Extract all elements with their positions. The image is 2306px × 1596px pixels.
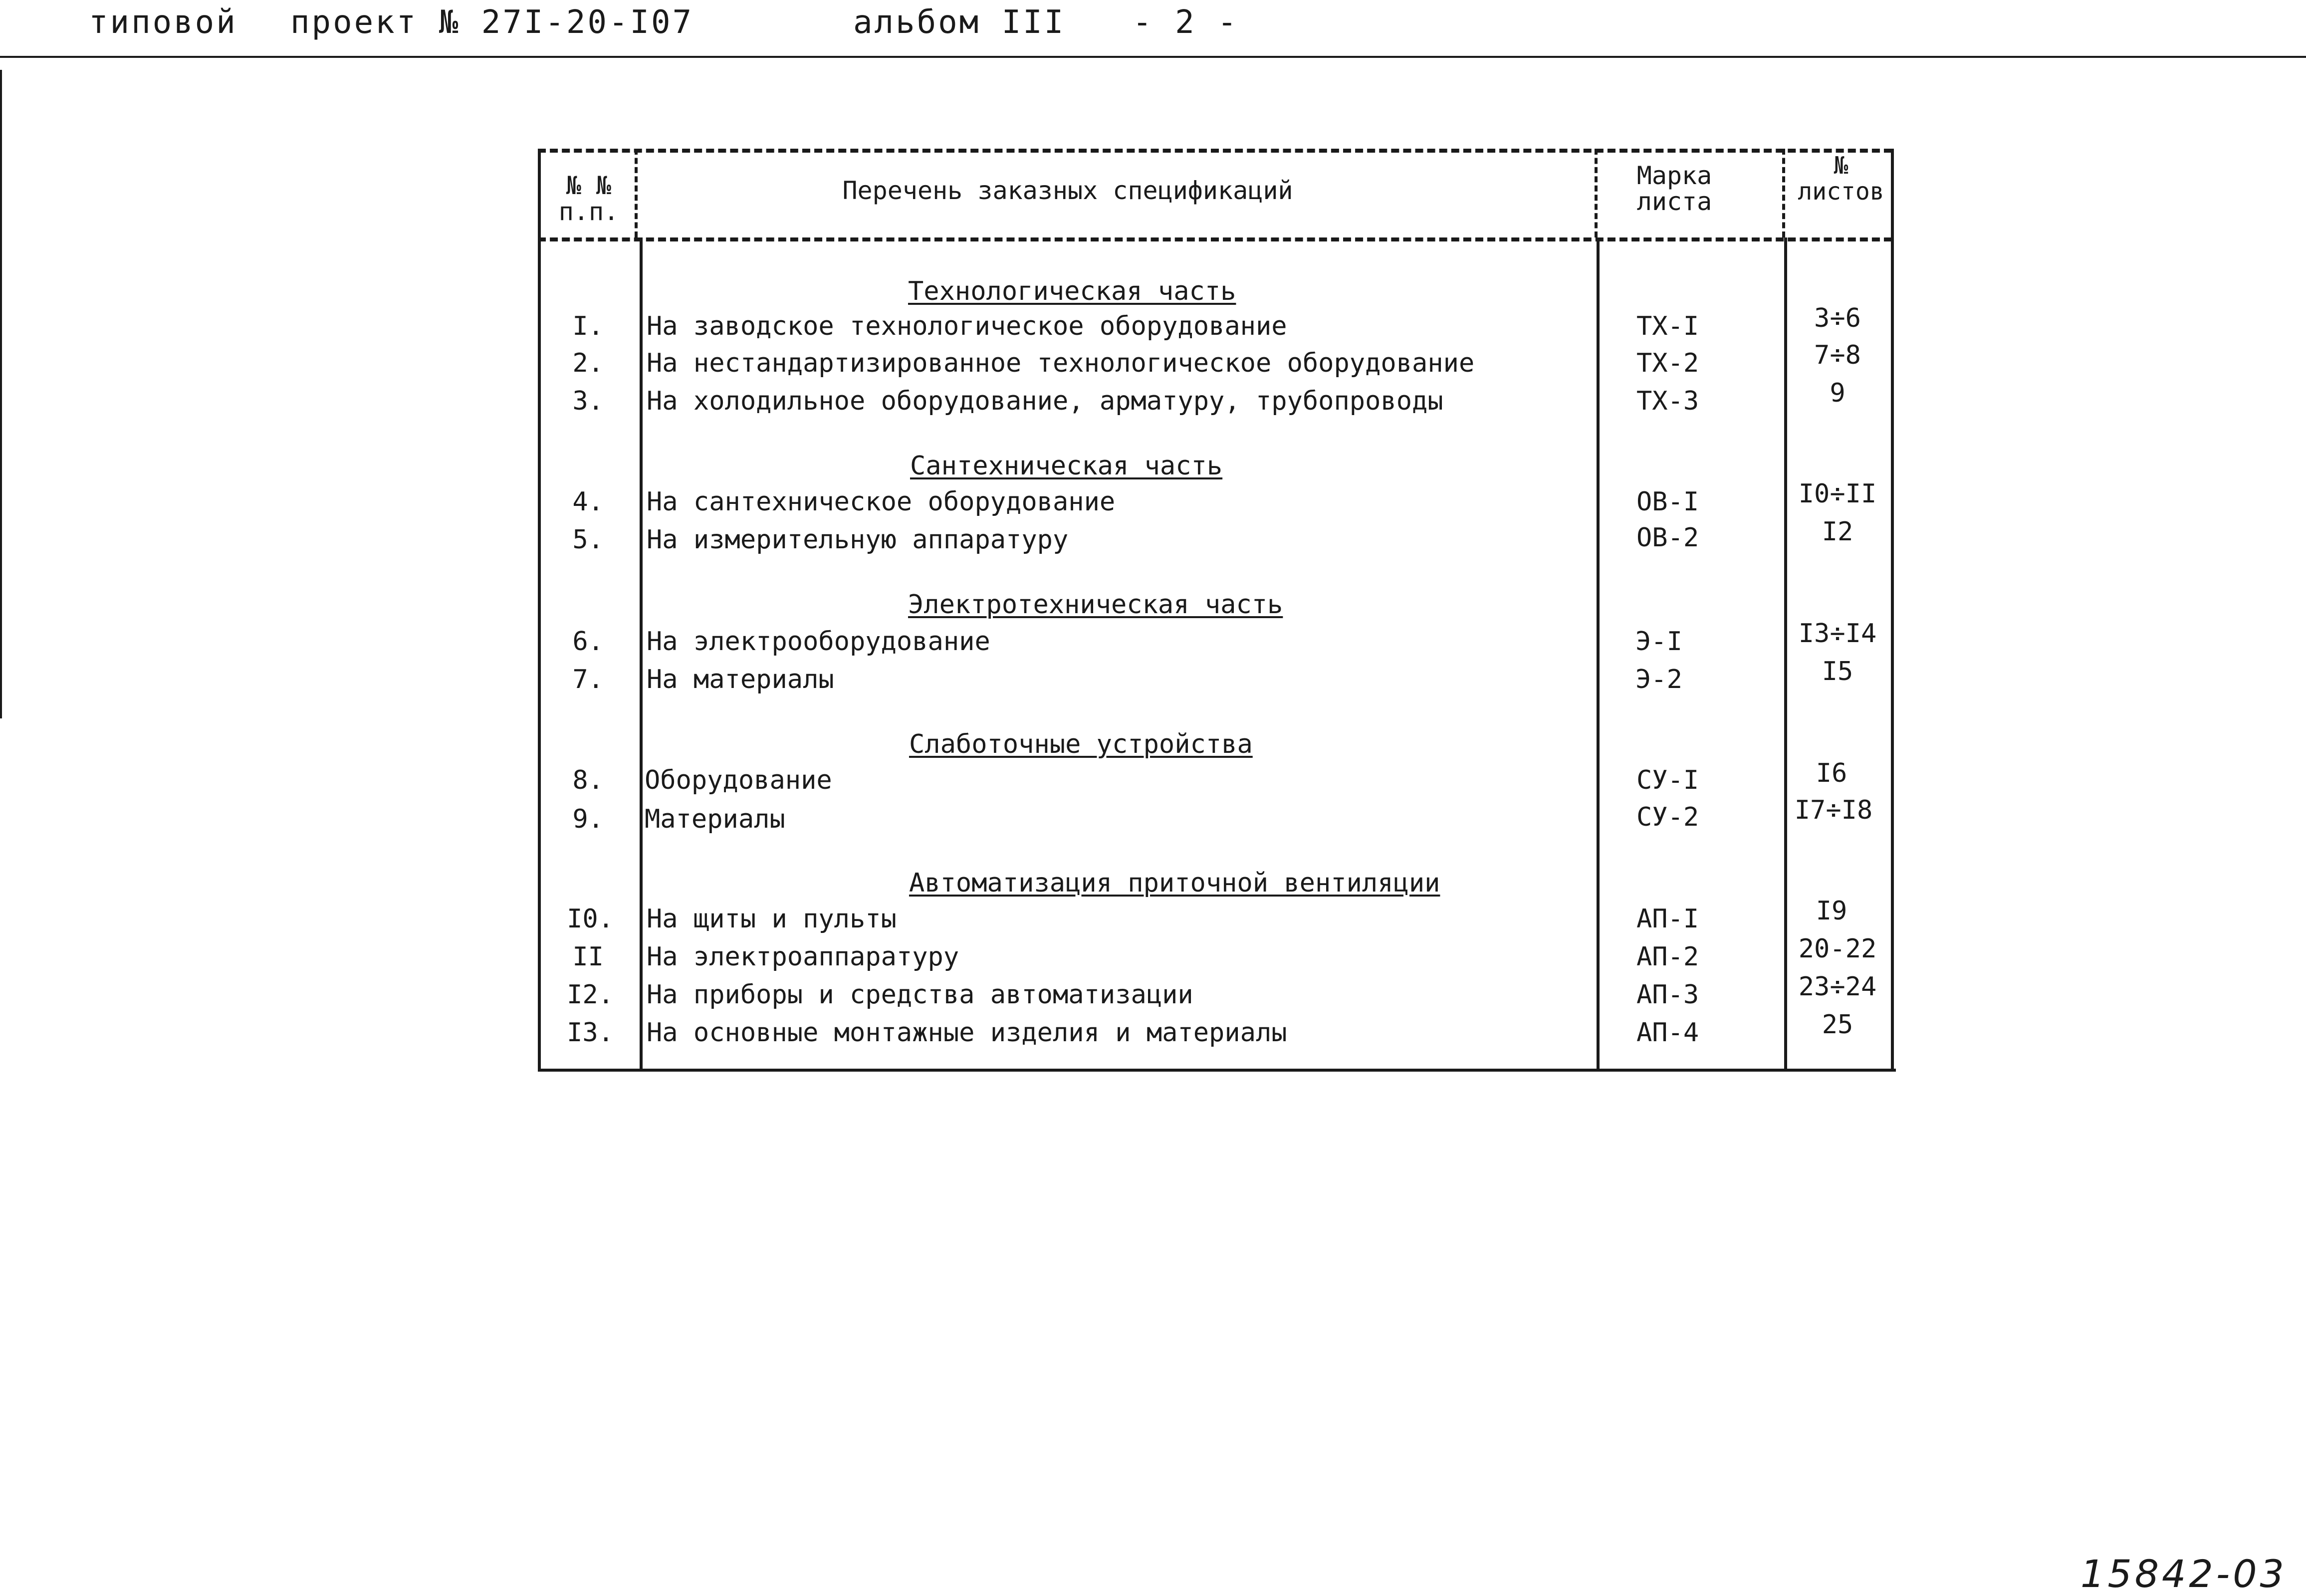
document-code: 15842-03 — [2080, 1552, 2287, 1596]
row-sheets: 9 — [1830, 378, 1845, 408]
table-header-divider — [538, 237, 1892, 241]
row-name: На материалы — [647, 665, 834, 694]
row-num: II — [572, 942, 604, 972]
header-rule — [0, 56, 2306, 58]
table-top-border — [538, 149, 1892, 153]
row-name: На приборы и средства автоматизации — [647, 980, 1193, 1010]
row-mark: АП-I — [1636, 904, 1699, 934]
row-name: На нестандартизированное технологическое оборудование — [647, 348, 1475, 378]
section-title-automation: Автоматизация приточной вентиляции — [909, 868, 1440, 898]
table-bottom-border — [538, 1069, 1896, 1072]
row-mark: СУ-I — [1636, 765, 1699, 795]
row-num: 7. — [572, 665, 604, 694]
row-mark: АП-4 — [1636, 1018, 1699, 1048]
page-number: - 2 - — [1133, 4, 1239, 41]
section-title-electrical: Электротехническая часть — [908, 590, 1283, 620]
row-name: На щиты и пульты — [647, 904, 897, 934]
row-num: 3. — [572, 386, 604, 416]
row-num: I0. — [567, 904, 614, 934]
row-name: На основные монтажные изделия и материалы — [647, 1018, 1287, 1048]
header-mark-col: Марка листа — [1636, 161, 1712, 216]
row-mark: ТХ-2 — [1636, 348, 1699, 378]
header-album: альбом III — [853, 4, 1066, 41]
row-num: 5. — [572, 525, 604, 555]
row-sheets: 23÷24 — [1798, 972, 1877, 1002]
row-mark: АП-3 — [1636, 980, 1699, 1010]
row-name: Оборудование — [645, 765, 832, 795]
row-mark: Э-I — [1635, 627, 1682, 657]
row-sheets: 25 — [1822, 1010, 1853, 1040]
row-num: 8. — [572, 765, 604, 795]
header-name-col: Перечень заказных спецификаций — [842, 176, 1293, 205]
row-mark: АП-2 — [1636, 942, 1699, 972]
row-mark: ОВ-I — [1636, 487, 1699, 517]
row-name: На сантехническое оборудование — [647, 487, 1116, 517]
row-mark: ТХ-I — [1636, 311, 1699, 341]
row-num: 9. — [572, 804, 604, 834]
row-num: 2. — [572, 348, 604, 378]
row-sheets: 7÷8 — [1814, 340, 1861, 370]
col-divider-mark-header — [1595, 149, 1598, 237]
section-title-sanitary: Сантехническая часть — [910, 451, 1223, 481]
row-name: На электрооборудование — [647, 627, 990, 657]
col-divider-mark — [1784, 237, 1787, 1071]
section-title-low-current: Слаботочные устройства — [909, 729, 1253, 759]
header-project-number: проект № 27I-20-I07 — [290, 4, 694, 41]
row-mark: Э-2 — [1635, 665, 1682, 694]
row-name: На электроаппаратуру — [647, 942, 959, 972]
section-title-technology: Технологическая часть — [908, 276, 1236, 306]
row-name: На измерительную аппаратуру — [647, 525, 1069, 555]
row-num: I2. — [567, 980, 614, 1010]
col-divider-sheets-header — [1782, 149, 1785, 237]
header-series: типовой — [89, 4, 237, 41]
row-sheets: I3÷I4 — [1798, 619, 1877, 649]
row-sheets: 3÷6 — [1814, 303, 1861, 333]
row-num: I. — [572, 311, 604, 341]
row-mark: СУ-2 — [1636, 802, 1699, 832]
col-divider-name — [1597, 237, 1600, 1071]
row-sheets: I0÷II — [1798, 479, 1877, 509]
row-sheets: I7÷I8 — [1794, 795, 1873, 825]
row-sheets: I2 — [1822, 517, 1853, 547]
row-sheets: I6 — [1816, 758, 1847, 788]
row-name: Материалы — [645, 804, 785, 834]
col-divider-num — [640, 237, 643, 1071]
row-sheets: 20-22 — [1798, 934, 1877, 964]
row-name: На заводское технологическое оборудование — [647, 311, 1287, 341]
row-num: I3. — [567, 1018, 614, 1048]
row-num: 6. — [572, 627, 604, 657]
row-sheets: I9 — [1816, 896, 1847, 926]
row-num: 4. — [572, 487, 604, 517]
row-name: На холодильное оборудование, арматуру, трубопроводы — [647, 386, 1443, 416]
table-left-border — [538, 149, 541, 1071]
table-right-border — [1891, 149, 1894, 1071]
row-sheets: I5 — [1822, 657, 1853, 686]
row-mark: ТХ-3 — [1636, 386, 1699, 416]
header-num-col: № № п.п. — [558, 171, 619, 226]
row-mark: ОВ-2 — [1636, 523, 1699, 553]
left-margin-line — [0, 70, 2, 718]
header-sheets-col: № листов — [1798, 152, 1884, 206]
col-divider-num-header — [635, 149, 638, 237]
